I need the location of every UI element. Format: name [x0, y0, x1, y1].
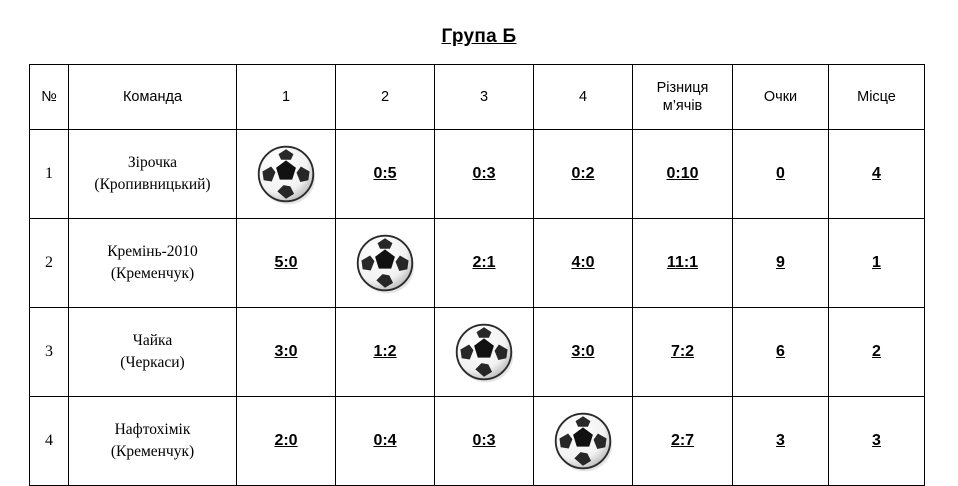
- row-number: 1: [30, 130, 69, 219]
- match-score: 0:5: [336, 130, 435, 219]
- match-score: 5:0: [237, 219, 336, 308]
- table-header-row: [30, 65, 925, 130]
- points: 0: [733, 130, 829, 219]
- table-row: [30, 130, 925, 219]
- match-score: 0:4: [336, 397, 435, 486]
- place: 1: [829, 219, 925, 308]
- table-row: [30, 308, 925, 397]
- header-opponent-1: 1: [237, 65, 336, 130]
- header-points: Очки: [733, 65, 829, 130]
- table-row: [30, 397, 925, 486]
- points: 9: [733, 219, 829, 308]
- row-number: 4: [30, 397, 69, 486]
- team-name-line2: (Кропивницький): [94, 176, 211, 193]
- header-goal-difference-line1: Різниця: [656, 79, 709, 96]
- match-score: 3:0: [534, 308, 633, 397]
- team-name: [69, 397, 237, 486]
- team-name-line1: Кремінь-2010: [107, 242, 198, 260]
- soccer-ball-icon: [354, 232, 416, 294]
- goal-difference: 11:1: [633, 219, 733, 308]
- header-goal-difference-line2: м’ячів: [662, 98, 703, 114]
- team-name: [69, 308, 237, 397]
- match-score: 2:0: [237, 397, 336, 486]
- match-score: 0:3: [435, 397, 534, 486]
- team-name: [69, 130, 237, 219]
- match-score: 1:2: [336, 308, 435, 397]
- page-title: Група Б: [441, 26, 517, 47]
- header-goal-difference: [633, 65, 733, 130]
- header-opponent-3: 3: [435, 65, 534, 130]
- header-place: Місце: [829, 65, 925, 130]
- soccer-ball-icon: [552, 410, 614, 472]
- self-cell: [435, 308, 534, 397]
- place: 4: [829, 130, 925, 219]
- goal-difference: 0:10: [633, 130, 733, 219]
- table-body: [30, 130, 925, 486]
- soccer-ball-icon: [255, 143, 317, 205]
- standings-table-container: [29, 64, 917, 486]
- header-opponent-2: 2: [336, 65, 435, 130]
- team-name-line2: (Кременчук): [110, 265, 195, 282]
- place: 2: [829, 308, 925, 397]
- header-number: №: [30, 65, 69, 130]
- soccer-ball-icon: [453, 321, 515, 383]
- team-name-line1: Чайка: [132, 331, 173, 349]
- points: 6: [733, 308, 829, 397]
- match-score: 4:0: [534, 219, 633, 308]
- header-opponent-4: 4: [534, 65, 633, 130]
- self-cell: [336, 219, 435, 308]
- match-score: 0:3: [435, 130, 534, 219]
- team-name-line2: (Черкаси): [120, 354, 185, 371]
- match-score: 2:1: [435, 219, 534, 308]
- points: 3: [733, 397, 829, 486]
- place: 3: [829, 397, 925, 486]
- team-name-line2: (Кременчук): [110, 443, 195, 460]
- goal-difference: 2:7: [633, 397, 733, 486]
- self-cell: [237, 130, 336, 219]
- row-number: 2: [30, 219, 69, 308]
- goal-difference: 7:2: [633, 308, 733, 397]
- self-cell: [534, 397, 633, 486]
- team-name-line1: Зірочка: [127, 153, 178, 171]
- standings-table: [29, 64, 925, 486]
- row-number: 3: [30, 308, 69, 397]
- team-name: [69, 219, 237, 308]
- team-name-line1: Нафтохімік: [114, 420, 191, 438]
- match-score: 3:0: [237, 308, 336, 397]
- table-row: [30, 219, 925, 308]
- header-team: Команда: [69, 65, 237, 130]
- match-score: 0:2: [534, 130, 633, 219]
- table-header: [30, 65, 925, 130]
